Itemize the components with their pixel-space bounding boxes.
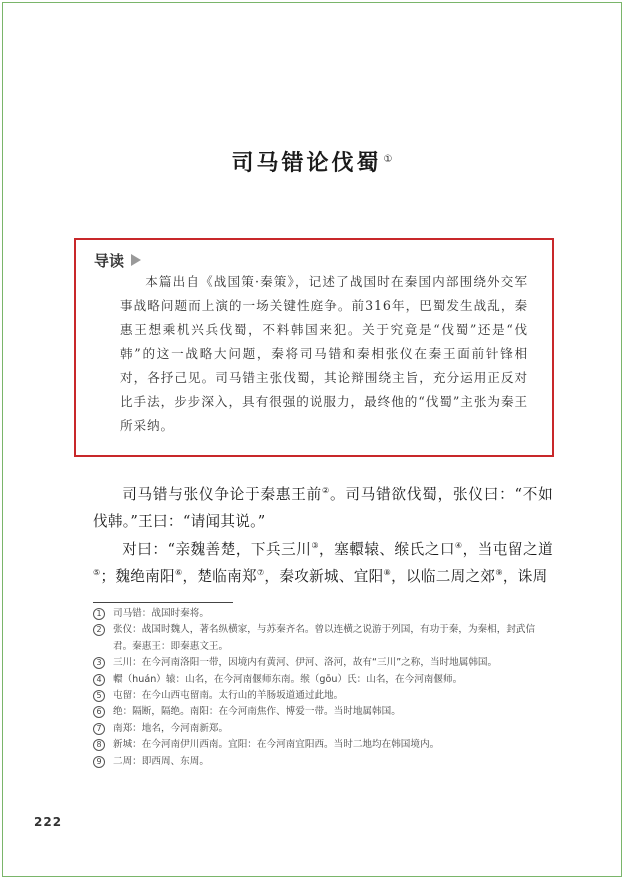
footnote-number: 5: [93, 690, 105, 702]
footnote-number: 3: [93, 657, 105, 669]
body-text: 司马错与张仪争论于秦惠王前: [122, 486, 323, 503]
intro-heading-label: 导读: [94, 252, 125, 270]
footnote-item: [93, 606, 553, 622]
footnote-text: 新城：在今河南伊川西南。宜阳：在今河南宜阳西。当时二地均在韩国境内。: [113, 739, 440, 751]
footnote-marker: ⑨: [495, 568, 503, 578]
intro-box: [74, 238, 554, 457]
footnote-number: 6: [93, 706, 105, 718]
footnote-marker: ⑦: [256, 568, 265, 578]
footnote-marker: ⑥: [174, 568, 183, 578]
footnote-marker: ②: [322, 486, 330, 496]
footnote-marker: ⑧: [383, 568, 392, 578]
footnote-text: 轘（huán）辕：山名，在今河南偃师东南。缑（gōu）氏：山名，在今河南偃师。: [113, 673, 463, 685]
footnote-item: [93, 655, 553, 671]
footnote-number: 8: [93, 739, 105, 751]
intro-heading: [94, 250, 141, 271]
footnote-text: 南郑：地名，今河南新郑。: [113, 722, 229, 734]
footnote-number: 1: [93, 608, 105, 620]
footnotes: [93, 606, 553, 770]
footnote-number: 7: [93, 723, 105, 735]
body-text: ，楚临南郑: [182, 568, 257, 585]
footnote-item: [93, 737, 553, 753]
body-text: 。司马错欲伐蜀，张仪曰：“不如伐韩。”王曰：“请闻其说。”: [93, 486, 553, 530]
footnote-marker: ④: [454, 541, 463, 551]
footnote-number: 2: [93, 624, 105, 636]
footnote-item: [93, 688, 553, 704]
footnote-item: [93, 704, 553, 720]
footnote-item: [93, 754, 553, 770]
triangle-right-icon: [131, 254, 141, 266]
footnote-marker: ⑤: [93, 568, 101, 578]
footnote-text: 司马错：战国时秦将。: [113, 608, 209, 619]
body-text: ，诛周: [502, 568, 548, 585]
footnote-divider: [93, 602, 233, 603]
footnote-marker: ③: [311, 541, 320, 551]
body-text: ，秦攻新城、宜阳: [264, 568, 384, 585]
footnote-item: [93, 622, 553, 655]
page-number: 222: [34, 815, 63, 829]
footnote-item: [93, 721, 553, 737]
footnote-text: 三川：在今河南洛阳一带，因境内有黄河、伊河、洛河，故有“三川”之称，当时地属韩国。: [113, 657, 498, 669]
title-footnote-marker: ①: [383, 153, 393, 165]
footnote-text: 屯留：在今山西屯留南。太行山的羊肠坂道通过此地。: [113, 690, 344, 702]
footnote-item: [93, 672, 553, 688]
body-paragraph-1: [93, 481, 553, 535]
body-text: ；魏绝南阳: [100, 568, 175, 585]
body-text: 对曰：“亲魏善楚，下兵三川: [122, 541, 312, 558]
intro-text: 本篇出自《战国策·秦策》，记述了战国时在秦国内部围绕外交军事战略问题而上演的一场关键性庭争。前316年，巴蜀发生战乱，秦惠王想乘机兴兵伐蜀，不料韩国来犯。关于究竟是“伐蜀”还是“伐韩”的这一战略大问题，秦将司马错和秦相张仪在秦王面前针锋相对，各抒己见。司马错主张伐蜀，其论辩围绕主旨，充分运用正反对比手法，步步深入，具有很强的说服力，最终他的“伐蜀”主张为秦王所采纳。: [120, 274, 528, 433]
body-text: ，塞轘辕、缑氏之口: [319, 541, 455, 558]
body-text: ，当屯留之道: [462, 541, 553, 558]
body-text: ，以临二周之郊: [391, 568, 496, 585]
footnote-number: 4: [93, 674, 105, 686]
body-paragraph-2: [93, 536, 553, 590]
footnote-text: 绝：隔断，隔绝。南阳：在今河南焦作、博爱一带。当时地属韩国。: [113, 706, 401, 718]
page-title: [0, 146, 624, 177]
footnote-text: 张仪：战国时魏人，著名纵横家，与苏秦齐名。曾以连横之说游于列国，有功于秦，为秦相，封武信君。秦惠王：即秦惠文王。: [113, 624, 536, 652]
footnote-text: 二周：即西周、东周。: [113, 755, 209, 767]
title-text: 司马错论伐蜀: [231, 151, 382, 176]
footnote-number: 9: [93, 756, 105, 768]
